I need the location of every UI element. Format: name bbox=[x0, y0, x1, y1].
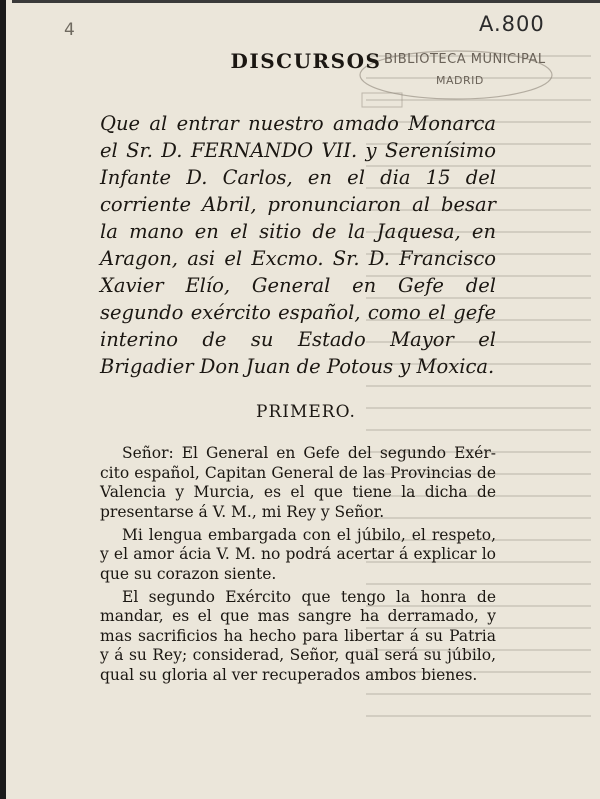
stamp-line-1: BIBLIOTECA MUNICIPAL bbox=[384, 52, 546, 67]
body-paragraph: Mi lengua embargada con el júbilo, el respeto, y el amor ácia V. M. no podrá acertar á explicar lo que su corazon siente. bbox=[100, 525, 496, 583]
shelfmark-annotation: A.800 bbox=[479, 12, 545, 36]
body-paragraph: Señor: El General en Gefe del segundo Exército español, Capitan General de las Provincias de Valencia y Murcia, es el que tiene la dicha de presentarse á V. M., mi Rey y Señor. bbox=[100, 444, 496, 521]
body-paragraph: El segundo Exército que tengo la honra de mandar, es el que mas sangre ha derramado, y mas sacrificios ha hecho para libertar á su Patria y á su Rey; considerad, Señor, qual será su júbilo, qual su gloria al ver recuperados ambos bienes. bbox=[100, 587, 496, 684]
page-edge bbox=[12, 0, 600, 3]
document-title: DISCURSOS bbox=[230, 49, 382, 73]
section-heading: PRIMERO. bbox=[256, 402, 356, 422]
body-text bbox=[100, 444, 496, 689]
pencil-mark: 4 bbox=[64, 20, 75, 40]
heading-paragraph: Que al entrar nuestro amado Monarca el Sr. D. FERNANDO VII. y Serenísimo Infante D. Carlos, en el dia 15 del corriente Abril, pronunciaron al besar la mano en el sitio de la Jaquesa, en Aragon, asi el Excmo. Sr. D. Francisco Xavier Elío, General en Gefe del segundo exército español, como el gefe interino de su Estado Mayor el Brigadier Don Juan de Potous y Moxica. bbox=[100, 112, 496, 378]
stamp-line-2: MADRID bbox=[436, 74, 484, 87]
